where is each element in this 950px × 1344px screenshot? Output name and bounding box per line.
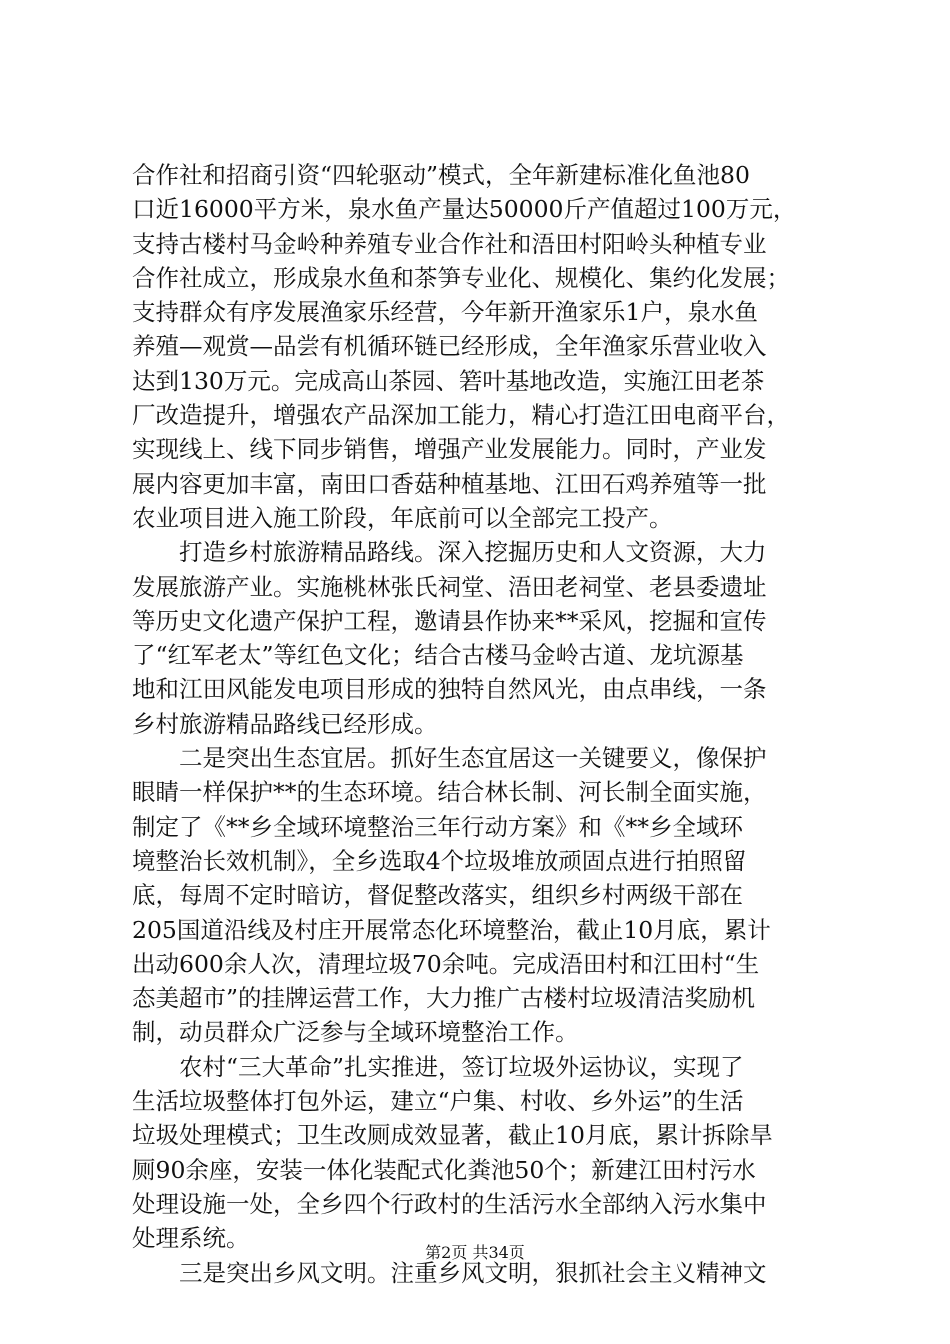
body-text: [132, 158, 832, 1290]
text-line: 205国道沿线及村庄开展常态化环境整治，截止10月底，累计: [132, 915, 771, 944]
text-line: 出动600余人次，清理垃圾70余吨。完成浯田村和江田村“生: [132, 949, 760, 978]
text-line: 处理设施一处，全乡四个行政村的生活污水全部纳入污水集中: [132, 1189, 767, 1218]
text-line: 合作社成立，形成泉水鱼和茶笋专业化、规模化、集约化发展；: [132, 263, 790, 292]
text-line: 厕90余座，安装一体化装配式化粪池50个；新建江田村污水: [132, 1155, 756, 1184]
text-line: 境整治长效机制》，全乡选取4个垃圾堆放顽固点进行拍照留: [132, 846, 747, 875]
text-line: 三是突出乡风文明。注重乡风文明，狠抓社会主义精神文: [132, 1258, 767, 1287]
text-line: 农村“三大革命”扎实推进，签订垃圾外运协议，实现了: [132, 1052, 744, 1081]
text-line: 实现线上、线下同步销售，增强产业发展能力。同时，产业发: [132, 435, 767, 464]
text-line: 处理系统。: [132, 1224, 250, 1253]
page-footer: 第2页 共34页: [425, 1243, 525, 1262]
text-line: 等历史文化遗产保护工程，邀请县作协来**采风，挖掘和宣传: [132, 606, 767, 635]
text-line: 了“红军老太”等红色文化；结合古楼马金岭古道、龙坑源基: [132, 641, 744, 670]
text-line: 打造乡村旅游精品路线。深入挖掘历史和人文资源，大力: [132, 538, 767, 567]
text-line: 眼睛一样保护**的生态环境。结合林长制、河长制全面实施，: [132, 778, 767, 807]
text-line: 二是突出生态宜居。抓好生态宜居这一关键要义，像保护: [132, 744, 767, 773]
text-line: 农业项目进入施工阶段，年底前可以全部完工投产。: [132, 503, 673, 532]
text-line: 乡村旅游精品路线已经形成。: [132, 709, 438, 738]
text-line: 发展旅游产业。实施桃林张氏祠堂、浯田老祠堂、老县委遗址: [132, 572, 767, 601]
text-line: 底，每周不定时暗访，督促整改落实，组织乡村两级干部在: [132, 881, 743, 910]
text-line: 制，动员群众广泛参与全域环境整治工作。: [132, 1018, 579, 1047]
text-line: 养殖—观赏—品尝有机循环链已经形成，全年渔家乐营业收入: [132, 332, 767, 361]
text-line: 垃圾处理模式；卫生改厕成效显著，截止10月底，累计拆除旱: [132, 1121, 773, 1150]
text-line: 支持群众有序发展渔家乐经营，今年新开渔家乐1户，泉水鱼: [132, 298, 758, 327]
text-line: 态美超市”的挂牌运营工作，大力推广古楼村垃圾清洁奖励机: [132, 984, 756, 1013]
text-line: 达到130万元。完成高山茶园、箬叶基地改造，实施江田老茶: [132, 366, 765, 395]
text-line: 地和江田风能发电项目形成的独特自然风光，由点串线，一条: [132, 675, 767, 704]
text-line: 厂改造提升，增强农产品深加工能力，精心打造江田电商平台，: [132, 401, 790, 430]
text-line: 支持古楼村马金岭种养殖专业合作社和浯田村阳岭头种植专业: [132, 229, 767, 258]
text-line: 生活垃圾整体打包外运，建立“户集、村收、乡外运”的生活: [132, 1087, 744, 1116]
text-line: 口近16000平方米，泉水鱼产量达50000斤产值超过100万元，: [132, 195, 797, 224]
text-line: 合作社和招商引资“四轮驱动”模式，全年新建标准化鱼池80: [132, 161, 750, 189]
text-line: 展内容更加丰富，南田口香菇种植基地、江田石鸡养殖等一批: [132, 469, 767, 498]
text-line: 制定了《**乡全域环境整治三年行动方案》和《**乡全域环: [132, 812, 743, 841]
